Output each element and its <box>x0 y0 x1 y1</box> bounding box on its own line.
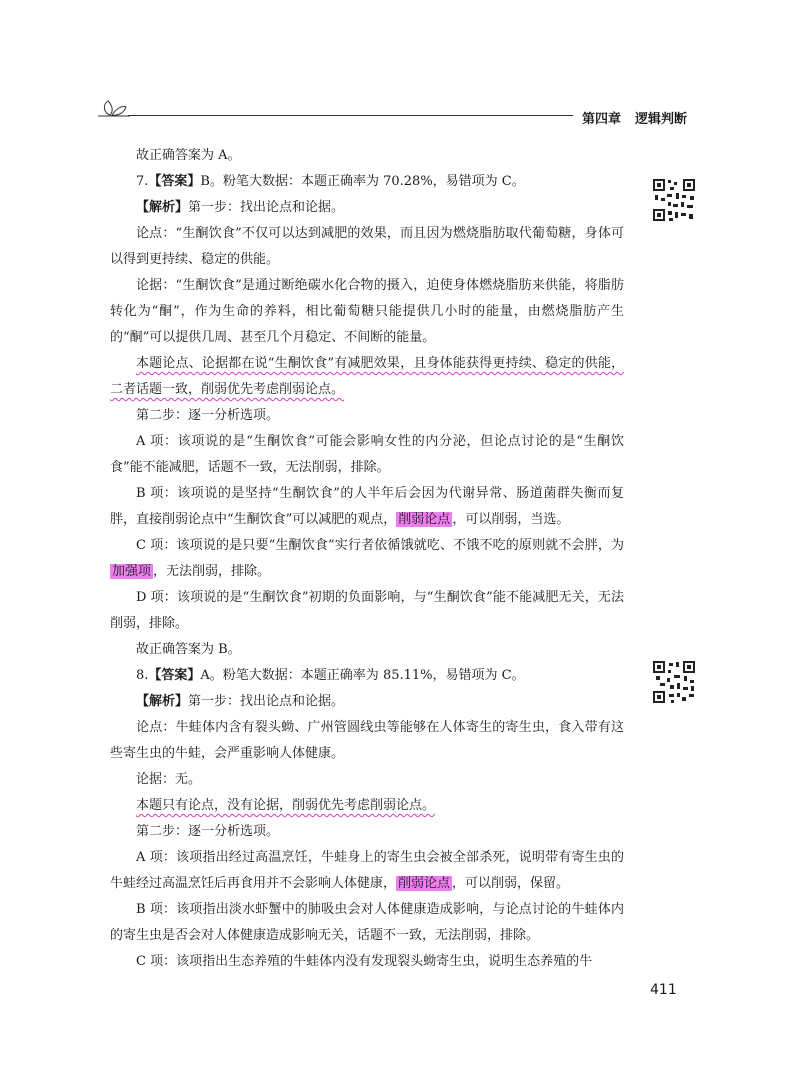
q8-summary-text: 本题只有论点，没有论据，削弱优先考虑削弱论点。 <box>136 798 436 813</box>
qr-code-icon[interactable] <box>652 178 696 222</box>
q8-answer-tag: 【答案】 <box>148 668 201 683</box>
q7-step1: 第一步：找出论点和论据。 <box>188 200 345 215</box>
q7-option-b-highlight: 削弱论点 <box>398 512 451 527</box>
q7-option-c-text: C 项：该项说的是只要“生酮饮食”实行者依循饿就吃、不饿不吃的原则就不会胖，为 <box>136 538 624 553</box>
q7-option-b-text: B 项：该项说的是坚持“生酮饮食”的人半年后会因为代谢异常、肠道菌群失衡而复胖，直接削弱论点中“生酮饮食”可以减肥的观点， <box>110 486 624 527</box>
q8-option-b: B 项：该项指出淡水虾蟹中的肺吸虫会对人体健康造成影响，与论点讨论的牛蛙体内的寄生虫是否会对人体健康造成影响无关，话题不一致，无法削弱，排除。 <box>110 902 624 943</box>
q7-answer-num: 7. <box>136 174 149 189</box>
q8-step1: 第一步：找出论点和论据。 <box>188 694 345 709</box>
q8-analysis <box>110 689 624 715</box>
q7-option-c <box>110 533 624 585</box>
q7-option-a: A 项：该项说的是“生酮饮食”可能会影响女性的内分泌，但论点讨论的是“生酮饮食”能不能减肥，话题不一致，无法削弱，排除。 <box>110 434 624 475</box>
q7-analysis-tag: 【解析】 <box>136 200 189 215</box>
q8-option-a-text: A 项：该项指出经过高温烹饪，牛蛙身上的寄生虫会被全部杀死，说明带有寄生虫的牛蛙经过高温烹饪后再食用并不会影响人体健康， <box>110 850 624 891</box>
chapter-label: 第四章 <box>582 112 622 127</box>
q8-option-a-highlight: 削弱论点 <box>398 876 451 891</box>
q7-step2: 第二步：逐一分析选项。 <box>136 408 280 423</box>
q7-option-b <box>110 481 624 533</box>
q7-answer <box>110 169 624 195</box>
prev-conclusion: 故正确答案为 A。 <box>136 148 241 163</box>
q8-answer-text: A。粉笔大数据：本题正确率为 85.11%，易错项为 C。 <box>200 668 525 683</box>
running-header <box>582 108 687 127</box>
q7-option-c-highlight: 加强项 <box>112 564 152 579</box>
q7-summary <box>110 351 624 403</box>
q7-option-b-end: ，可以削弱，当选。 <box>452 512 570 527</box>
q8-lundian: 论点：牛蛙体内含有裂头蚴、广州管圆线虫等能够在人体寄生的寄生虫，食入带有这些寄生虫的牛蛙，会严重影响人体健康。 <box>110 720 624 761</box>
q8-summary <box>110 793 624 819</box>
leaf-ornament-icon <box>96 97 132 119</box>
q7-option-d: D 项：该项说的是“生酮饮食”初期的负面影响，与“生酮饮食”能不能减肥无关，无法削弱，排除。 <box>110 590 624 631</box>
q7-answer-text: B。粉笔大数据：本题正确率为 70.28%，易错项为 C。 <box>200 174 525 189</box>
q7-lundian: 论点：“生酮饮食”不仅可以达到减肥的效果，而且因为燃烧脂肪取代葡萄糖，身体可以得到更持续、稳定的供能。 <box>110 226 624 267</box>
qr-code-icon[interactable] <box>652 660 696 704</box>
q7-analysis <box>110 195 624 221</box>
chapter-title: 逻辑判断 <box>635 112 688 127</box>
q7-conclusion: 故正确答案为 B。 <box>136 642 241 657</box>
q7-summary-text: 本题论点、论据都在说“生酮饮食”有减肥效果，且身体能获得更持续、稳定的供能，二者话题一致，削弱优先考虑削弱论点。 <box>110 356 624 397</box>
q8-option-c: C 项：该项指出生态养殖的牛蛙体内没有发现裂头蚴寄生虫，说明生态养殖的牛 <box>136 954 593 969</box>
page-number: 411 <box>650 982 677 998</box>
q8-option-a-end: ，可以削弱，保留。 <box>452 876 570 891</box>
q7-option-c-end: ，无法削弱，排除。 <box>153 564 271 579</box>
page-body <box>110 143 624 975</box>
header-rule <box>128 115 573 116</box>
q7-answer-tag: 【答案】 <box>148 174 201 189</box>
q8-lunju: 论据：无。 <box>136 772 202 787</box>
q8-answer <box>110 663 624 689</box>
q7-lunju: 论据：“生酮饮食”是通过断绝碳水化合物的摄入，迫使身体燃烧脂肪来供能，将脂肪转化为“酮”，作为生命的养料，相比葡萄糖只能提供几小时的能量，由燃烧脂肪产生的“酮”可以提供几周、甚至几个月稳定、不间断的能量。 <box>110 278 624 345</box>
q8-answer-num: 8. <box>136 668 149 683</box>
q8-analysis-tag: 【解析】 <box>136 694 189 709</box>
q8-option-a <box>110 845 624 897</box>
q8-step2: 第二步：逐一分析选项。 <box>136 824 280 839</box>
